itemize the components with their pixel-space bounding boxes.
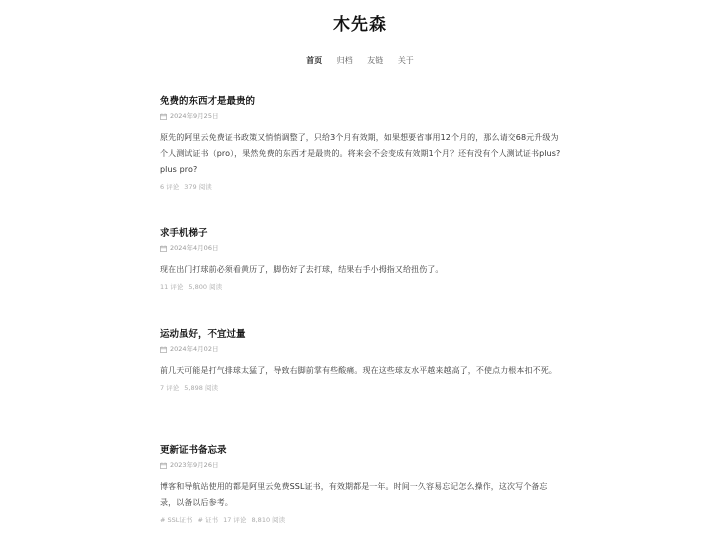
post-date [160, 460, 562, 470]
post-summary: 原先的阿里云免费证书政策又悄悄调整了，只给3个月有效期，如果想要省事用12个月的，那么请交68元升级为个人测试证书（pro），果然免费的东西才是最贵的。将来会不会变成有效期1个月？还有没有个人测试证书plus?plus pro? [160, 133, 561, 174]
post-title[interactable]: 更新证书备忘录 [160, 445, 227, 456]
post-date [160, 344, 557, 354]
post-date-text: 2023年9月26日 [170, 461, 219, 469]
post-tag[interactable]: # 证书 [197, 516, 218, 524]
nav-item-archive[interactable]: 归档 [336, 56, 353, 65]
post-comments[interactable]: 11 评论 [160, 283, 184, 291]
post-tag[interactable]: # SSL证书 [160, 516, 193, 524]
calendar-icon [160, 245, 167, 252]
calendar-icon [160, 113, 167, 120]
post-title[interactable]: 求手机梯子 [160, 228, 208, 239]
post-reads: 379 阅读 [184, 183, 212, 191]
post-comments[interactable]: 7 评论 [160, 384, 180, 392]
post-item [160, 444, 562, 525]
post-summary: 博客和导航站使用的都是阿里云免费SSL证书，有效期都是一年。时间一久容易忘记怎么操作，这次写个备忘录，以备以后参考。 [160, 482, 548, 507]
post-reads: 8,810 阅读 [251, 516, 286, 524]
post-meta [160, 515, 562, 525]
calendar-icon [160, 346, 167, 353]
post-date-text: 2024年4月02日 [170, 345, 219, 353]
post-date-text: 2024年4月06日 [170, 244, 219, 252]
site-title[interactable]: 木先森 [333, 15, 387, 35]
nav-item-about[interactable]: 关于 [397, 56, 414, 65]
post-summary: 前几天可能是打气排球太猛了，导致右脚前掌有些酸痛。现在这些球友水平越来越高了，不使点力根本扣不死。 [160, 366, 557, 375]
post-meta [160, 383, 557, 393]
post-item [160, 227, 444, 292]
post-item [160, 328, 557, 393]
nav-item-links[interactable]: 友链 [367, 56, 384, 65]
post-comments[interactable]: 17 评论 [223, 516, 247, 524]
post-reads: 5,898 阅读 [184, 384, 218, 392]
calendar-icon [160, 462, 167, 469]
post-title[interactable]: 免费的东西才是最贵的 [160, 96, 256, 107]
post-item [160, 95, 562, 192]
post-date-text: 2024年9月25日 [170, 112, 219, 120]
post-meta [160, 282, 444, 292]
post-title[interactable]: 运动虽好，不宜过量 [160, 329, 246, 340]
nav-item-home[interactable]: 首页 [306, 56, 323, 65]
post-reads: 5,800 阅读 [188, 283, 223, 291]
post-date [160, 243, 444, 253]
main-nav [0, 55, 720, 66]
post-date [160, 111, 562, 121]
post-comments[interactable]: 6 评论 [160, 183, 180, 191]
post-meta [160, 182, 562, 192]
post-summary: 现在出门打球前必须看黄历了，脚伤好了去打球，结果右手小拇指又给扭伤了。 [160, 265, 444, 274]
